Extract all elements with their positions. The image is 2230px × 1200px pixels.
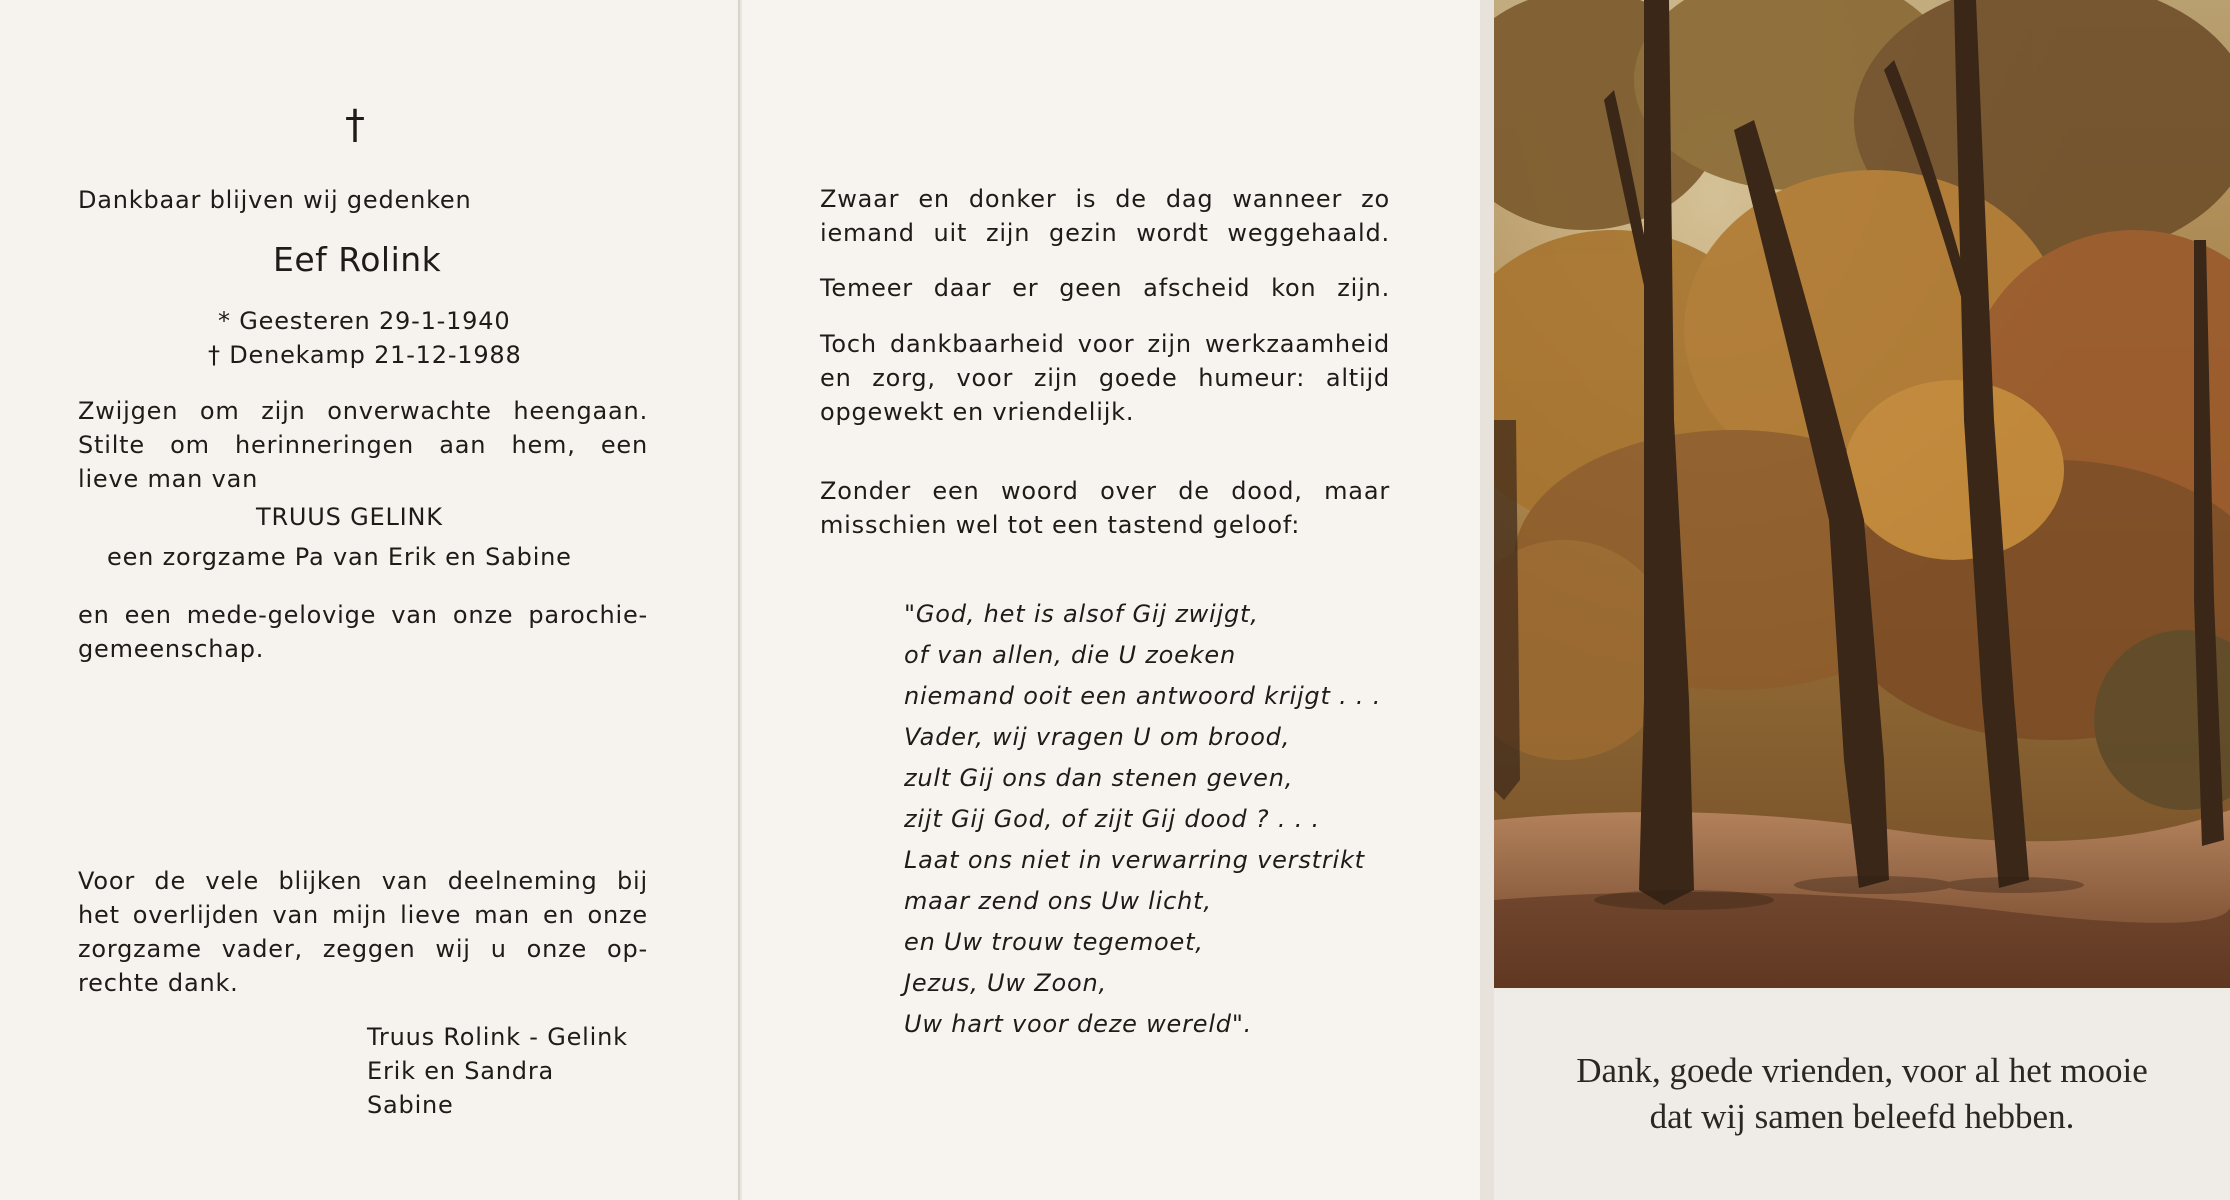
text-line: Zonder een woord over de dood, maar: [820, 477, 1390, 505]
poem-line: en Uw trouw tegemoet,: [904, 928, 1204, 956]
birth-line: * Geesteren 29-1-1940: [218, 307, 511, 335]
text-line: Temeer daar er geen afscheid kon zijn.: [820, 274, 1390, 302]
text-line: Zwaar en donker is de dag wanneer zo: [820, 185, 1390, 213]
poem-line: Uw hart voor deze wereld".: [904, 1010, 1253, 1038]
poem-line: Vader, wij vragen U om brood,: [904, 723, 1291, 751]
text-line: en zorg, voor zijn goede humeur: altijd: [820, 364, 1390, 392]
middle-panel: [742, 0, 1480, 1200]
text-line: opgewekt en vriendelijk.: [820, 398, 1135, 426]
cross-symbol: †: [345, 102, 366, 148]
text-line: Toch dankbaarheid voor zijn werkzaamheid: [820, 330, 1390, 358]
poem-line: of van allen, die U zoeken: [904, 641, 1237, 669]
poem-line: Jezus, Uw Zoon,: [904, 969, 1107, 997]
thanks-line: het overlijden van mijn lieve man en onze: [78, 901, 648, 929]
poem-line: maar zend ons Uw licht,: [904, 887, 1212, 915]
deceased-name: Eef Rolink: [273, 240, 442, 279]
text-line: gemeenschap.: [78, 635, 265, 663]
caption-line: dat wij samen beleefd hebben.: [1649, 1097, 2075, 1136]
thanks-line: zorgzame vader, zeggen wij u onze op-: [78, 935, 648, 963]
poem-line: zult Gij ons dan stenen geven,: [904, 764, 1294, 792]
thanks-line: Voor de vele blijken van deelneming bij: [78, 867, 648, 895]
spouse-name: TRUUS GELINK: [256, 503, 443, 531]
text-line: en een mede-gelovige van onze parochie-: [78, 601, 648, 629]
left-panel: [0, 0, 740, 1200]
poem-line: zijt Gij God, of zijt Gij dood ? . . .: [904, 805, 1320, 833]
text-line: Zwijgen om zijn onverwachte heengaan.: [78, 397, 648, 425]
text-line: lieve man van: [78, 465, 259, 493]
caption-line: Dank, goede vrienden, voor al het mooie: [1576, 1051, 2148, 1090]
poem-line: Laat ons niet in verwarring verstrikt: [904, 846, 1365, 874]
poem-line: "God, het is alsof Gij zwijgt,: [904, 600, 1259, 628]
thanks-line: rechte dank.: [78, 969, 239, 997]
text-line: iemand uit zijn gezin wordt weggehaald.: [820, 219, 1390, 247]
signature-line: Erik en Sandra: [367, 1057, 554, 1085]
autumn-forest-photo: [1494, 0, 2230, 988]
death-line: † Denekamp 21-12-1988: [208, 341, 522, 369]
text-line: misschien wel tot een tastend geloof:: [820, 511, 1301, 539]
signature-line: Truus Rolink - Gelink: [367, 1023, 628, 1051]
poem-line: niemand ooit een antwoord krijgt . . .: [904, 682, 1382, 710]
intro-text: Dankbaar blijven wij gedenken: [78, 186, 472, 214]
signature-line: Sabine: [367, 1091, 454, 1119]
right-panel: [1480, 0, 2230, 1200]
text-line: Stilte om herinneringen aan hem, een: [78, 431, 648, 459]
father-line: een zorgzame Pa van Erik en Sabine: [107, 543, 572, 571]
